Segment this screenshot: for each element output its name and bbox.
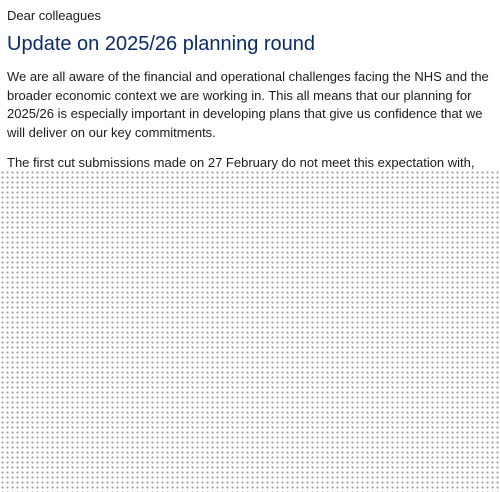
page-title: Update on 2025/26 planning round (7, 33, 316, 55)
dotted-overlay (0, 170, 500, 492)
paragraph-2: The first cut submissions made on 27 February do not meet this expectation with, (7, 155, 475, 170)
letter-body (7, 0, 497, 191)
paragraph-1: We are all aware of the financial and operational challenges facing the NHS and the broader economic context we are working in. This all means that our planning for 2025/26 is especially important in developing plans that give us confidence that we will deliver on our key commitments. (7, 69, 489, 140)
greeting: Dear colleagues (7, 8, 101, 23)
